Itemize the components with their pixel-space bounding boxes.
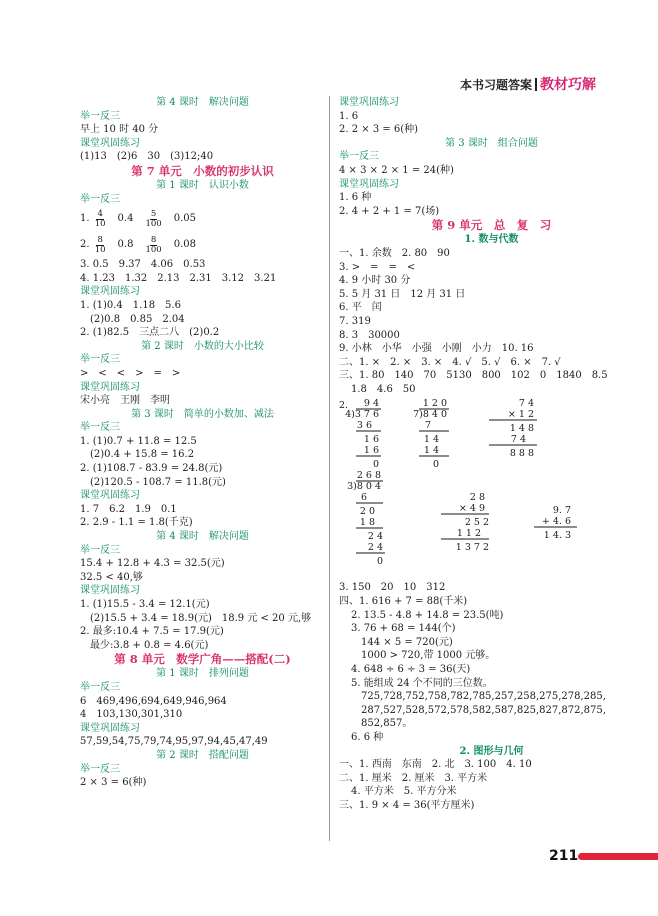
- fraction: [145, 210, 161, 229]
- subsection-title: 1. 数与代数: [464, 234, 519, 246]
- answer-line: 1. 6 种: [339, 192, 372, 204]
- denominator: 100: [145, 244, 162, 255]
- left-column: [80, 96, 325, 790]
- item-number: 2.: [339, 400, 349, 412]
- remainder-text: 2 0: [359, 506, 375, 518]
- partial-product-text: 1 4: [423, 445, 439, 457]
- lesson-title: 第 2 课时 搭配问题: [156, 749, 249, 761]
- lesson-title: 第 3 课时 组合问题: [445, 137, 538, 149]
- section-label: 课堂巩固练习: [80, 585, 140, 597]
- answer-line: 4 103,130,301,310: [80, 709, 183, 721]
- answer-line: 4. 648 ÷ 6 ÷ 3 = 36(天): [351, 664, 471, 676]
- answer-line: 725,728,752,758,782,785,257,258,275,278,285,: [361, 691, 606, 703]
- answer-line: 1. (1)0.4 1.18 5.6: [80, 299, 181, 311]
- page-number: 211: [549, 848, 579, 864]
- multiplicand-text: 7 4: [518, 398, 534, 410]
- answer-line: > < < > = >: [80, 367, 181, 379]
- answer-line: 三、1. 80 140 70 5130 800 102 0 1840 8.5: [339, 370, 608, 382]
- multiplier-text: × 4 9: [458, 503, 485, 515]
- answer-line: 6. 平 闰: [339, 302, 382, 314]
- section-label: 举一反三: [80, 681, 120, 693]
- partial-product-text: 7 4: [510, 434, 526, 446]
- answer-line: 4. 9 小时 30 分: [339, 275, 411, 287]
- section-label: 课堂巩固练习: [80, 490, 140, 502]
- answer-line: 1. (1)15.5 - 3.4 = 12.1(元): [80, 599, 210, 610]
- answer-line: 一、1. 西南 东南 2. 北 3. 100 4. 10: [339, 759, 532, 771]
- section-label: 课堂巩固练习: [80, 381, 140, 393]
- page-number-bar: [578, 853, 658, 860]
- answer-text: 0.4: [107, 213, 144, 225]
- answer-line: 1. 6: [339, 110, 359, 122]
- addend-text: + 4. 6: [541, 516, 571, 528]
- product-text: 8 8 8: [509, 448, 534, 460]
- section-label: 举一反三: [80, 193, 120, 205]
- answer-text: 0.05: [163, 213, 196, 225]
- fraction: [145, 236, 161, 255]
- answer-line: 852,857。: [361, 718, 413, 730]
- numerator: 8: [150, 234, 157, 245]
- fraction: [95, 236, 106, 255]
- answer-line: 2. (1)82.5 三点二八 (2)0.2: [80, 327, 220, 339]
- answer-line: 6 469,496,694,649,946,964: [80, 695, 227, 707]
- quotient-text: 1 2 0: [422, 398, 447, 410]
- partial-product-text: 6: [360, 492, 367, 504]
- partial-product-text: 2 4: [367, 542, 383, 554]
- numerator: 5: [150, 208, 157, 219]
- answer-line: 4. 平方米 5. 平方分米: [351, 786, 457, 798]
- answer-line: 二、1. 厘米 2. 厘米 3. 平方米: [339, 772, 488, 784]
- denominator: 100: [145, 218, 162, 229]
- answer-line: (1)13 (2)6 30 (3)12;40: [80, 151, 214, 163]
- answer-line: 4 × 3 × 2 × 1 = 24(种): [339, 164, 454, 176]
- item-number: 1.: [80, 213, 93, 225]
- partial-product-text: 1 4 8: [509, 423, 534, 435]
- answer-line: 1. 7 6.2 1.9 0.1: [80, 503, 177, 515]
- quotient-text: 9 4: [363, 398, 379, 410]
- answer-line: (2)0.8 0.85 2.04: [80, 313, 185, 325]
- numerator: 8: [97, 234, 103, 245]
- answer-line: 2. 2 × 3 = 6(种): [339, 124, 419, 136]
- remainder-text: 2 4: [367, 531, 383, 543]
- answer-line: 1000 > 720,带 1000 元够。: [361, 650, 496, 662]
- answer-line: 宋小亮 王刚 李明: [80, 395, 170, 407]
- answer-line: 5. 能组成 24 个不同的三位数。: [351, 677, 493, 689]
- answer-line: 2. 4 + 2 + 1 = 7(场): [339, 205, 440, 217]
- answer-line: (2)120.5 - 108.7 = 11.8(元): [80, 476, 226, 488]
- dividend-text: 4)3 7 6: [345, 409, 379, 421]
- answer-line: 15.4 + 12.8 + 4.3 = 32.5(元): [80, 558, 225, 570]
- unit-title: 第 7 单元 小数的初步认识: [131, 163, 274, 178]
- partial-product-text: 1 6: [363, 445, 379, 457]
- answer-line: (2)0.4 + 15.8 = 16.2: [80, 449, 195, 461]
- header-divider: [535, 78, 537, 91]
- remainder-text: 1 6: [363, 434, 379, 446]
- header-title: 本书习题答案: [459, 78, 532, 92]
- section-label: 举一反三: [80, 544, 120, 556]
- multiplier-text: × 1 2: [507, 409, 534, 421]
- product-text: 1 3 7 2: [455, 542, 489, 554]
- denominator: 10: [94, 244, 106, 255]
- section-label: 举一反三: [339, 151, 379, 163]
- quotient-text: 2 6 8: [356, 470, 381, 482]
- calculation-figure: [339, 396, 639, 581]
- section-label: 举一反三: [80, 110, 120, 122]
- answer-line: 8. 3 30000: [339, 329, 400, 341]
- header-brand: 教材巧解: [540, 77, 596, 93]
- answer-line: 2. 13.5 - 4.8 + 14.8 = 23.5(吨): [351, 609, 504, 621]
- answer-text: 0.8: [107, 239, 144, 251]
- section-label: 课堂巩固练习: [80, 286, 140, 298]
- remainder-text: 0: [372, 459, 379, 471]
- answer-line: 2. 最多:10.4 + 7.5 = 17.9(元): [80, 626, 224, 638]
- answer-line: 6. 6 种: [351, 732, 384, 743]
- answer-line: 57,59,54,75,79,74,95,97,94,45,47,49: [80, 736, 268, 748]
- dividend-text: 7)8 4 0: [413, 409, 447, 421]
- answer-line: 2 × 3 = 6(种): [80, 777, 147, 789]
- lesson-title: 第 4 课时 解决问题: [156, 97, 249, 108]
- answer-line: 2. 2.9 - 1.1 = 1.8(千克): [80, 517, 193, 529]
- partial-product-text: 3 6: [356, 420, 372, 432]
- answer-line: 四、1. 616 + 7 = 88(千米): [339, 596, 468, 608]
- answer-line: 三、1. 9 × 4 = 36(平方厘米): [339, 799, 475, 811]
- answer-line: 3. > = = <: [339, 261, 416, 273]
- answer-line: 3. 76 + 68 = 144(个): [351, 623, 456, 635]
- numerator: 4: [97, 208, 103, 219]
- fraction-answer-line: [80, 232, 325, 258]
- column-divider: [329, 96, 330, 841]
- right-column: [339, 96, 644, 813]
- answer-line: 最少:3.8 + 0.8 = 4.6(元): [80, 639, 209, 651]
- answer-line: 4. 1.23 1.32 2.13 2.31 3.12 3.21: [80, 272, 277, 284]
- unit-title: 第 9 单元 总 复 习: [431, 218, 552, 233]
- subsection-title: 2. 图形与几何: [459, 745, 524, 757]
- answer-line: (2)15.5 + 3.4 = 18.9(元) 18.9 元 < 20 元,够: [80, 612, 312, 624]
- remainder-text: 0: [432, 459, 439, 471]
- section-label: 课堂巩固练习: [339, 97, 399, 108]
- unit-title: 第 8 单元 数学广角——搭配(二): [114, 652, 291, 667]
- answer-line: 3. 150 20 10 312: [339, 582, 446, 594]
- answer-line: 144 × 5 = 720(元): [361, 636, 453, 648]
- partial-product-text: 1 1 2: [456, 528, 481, 540]
- fraction-answer-line: [80, 206, 325, 232]
- lesson-title: 第 4 课时 解决问题: [156, 531, 249, 543]
- section-label: 课堂巩固练习: [80, 722, 140, 734]
- section-label: 举一反三: [80, 354, 120, 366]
- answer-line: 3. 0.5 9.37 4.06 0.53: [80, 259, 206, 271]
- written-calculations: [339, 396, 644, 581]
- lesson-title: 第 3 课时 简单的小数加、减法: [131, 408, 274, 420]
- section-label: 举一反三: [80, 763, 120, 775]
- answer-line: 32.5 < 40,够: [80, 571, 143, 583]
- section-label: 举一反三: [80, 422, 120, 434]
- denominator: 10: [94, 218, 106, 229]
- section-label: 课堂巩固练习: [80, 137, 140, 149]
- answer-line: 2. (1)108.7 - 83.9 = 24.8(元): [80, 463, 223, 475]
- item-number: 2.: [80, 239, 93, 251]
- page-header: [460, 74, 596, 94]
- answer-line: 一、1. 余数 2. 80 90: [339, 247, 450, 259]
- answer-line: 7. 319: [339, 315, 371, 327]
- partial-product-text: 1 8: [359, 517, 375, 529]
- partial-product-text: 7: [424, 420, 431, 432]
- remainder-text: 0: [376, 556, 383, 568]
- answer-line: 1. (1)0.7 + 11.8 = 12.5: [80, 435, 197, 447]
- partial-product-text: 2 5 2: [464, 517, 489, 529]
- answer-line: 早上 10 时 40 分: [80, 124, 159, 136]
- lesson-title: 第 2 课时 小数的大小比较: [141, 340, 264, 352]
- multiplicand-text: 2 8: [469, 492, 485, 504]
- section-label: 课堂巩固练习: [339, 178, 399, 190]
- remainder-text: 1 4: [423, 434, 439, 446]
- answer-text: 0.08: [163, 239, 196, 251]
- dividend-text: 3)8 0 4: [347, 481, 381, 493]
- answer-line: 二、1. × 2. × 3. × 4. √ 5. √ 6. × 7. √: [339, 356, 561, 368]
- lesson-title: 第 1 课时 排列问题: [156, 668, 249, 680]
- lesson-title: 第 1 课时 认识小数: [156, 179, 249, 191]
- answer-line: 9. 小林 小华 小强 小刚 小力 10. 16: [339, 343, 534, 355]
- addend-text: 9. 7: [552, 505, 571, 517]
- fraction: [95, 210, 106, 229]
- answer-line: 287,527,528,572,578,582,587,825,827,872,875,: [361, 704, 606, 716]
- sum-text: 1 4. 3: [543, 530, 571, 542]
- answer-line: 5. 5 月 31 日 12 月 31 日: [339, 288, 466, 300]
- answer-line: 1.8 4.6 50: [351, 383, 416, 395]
